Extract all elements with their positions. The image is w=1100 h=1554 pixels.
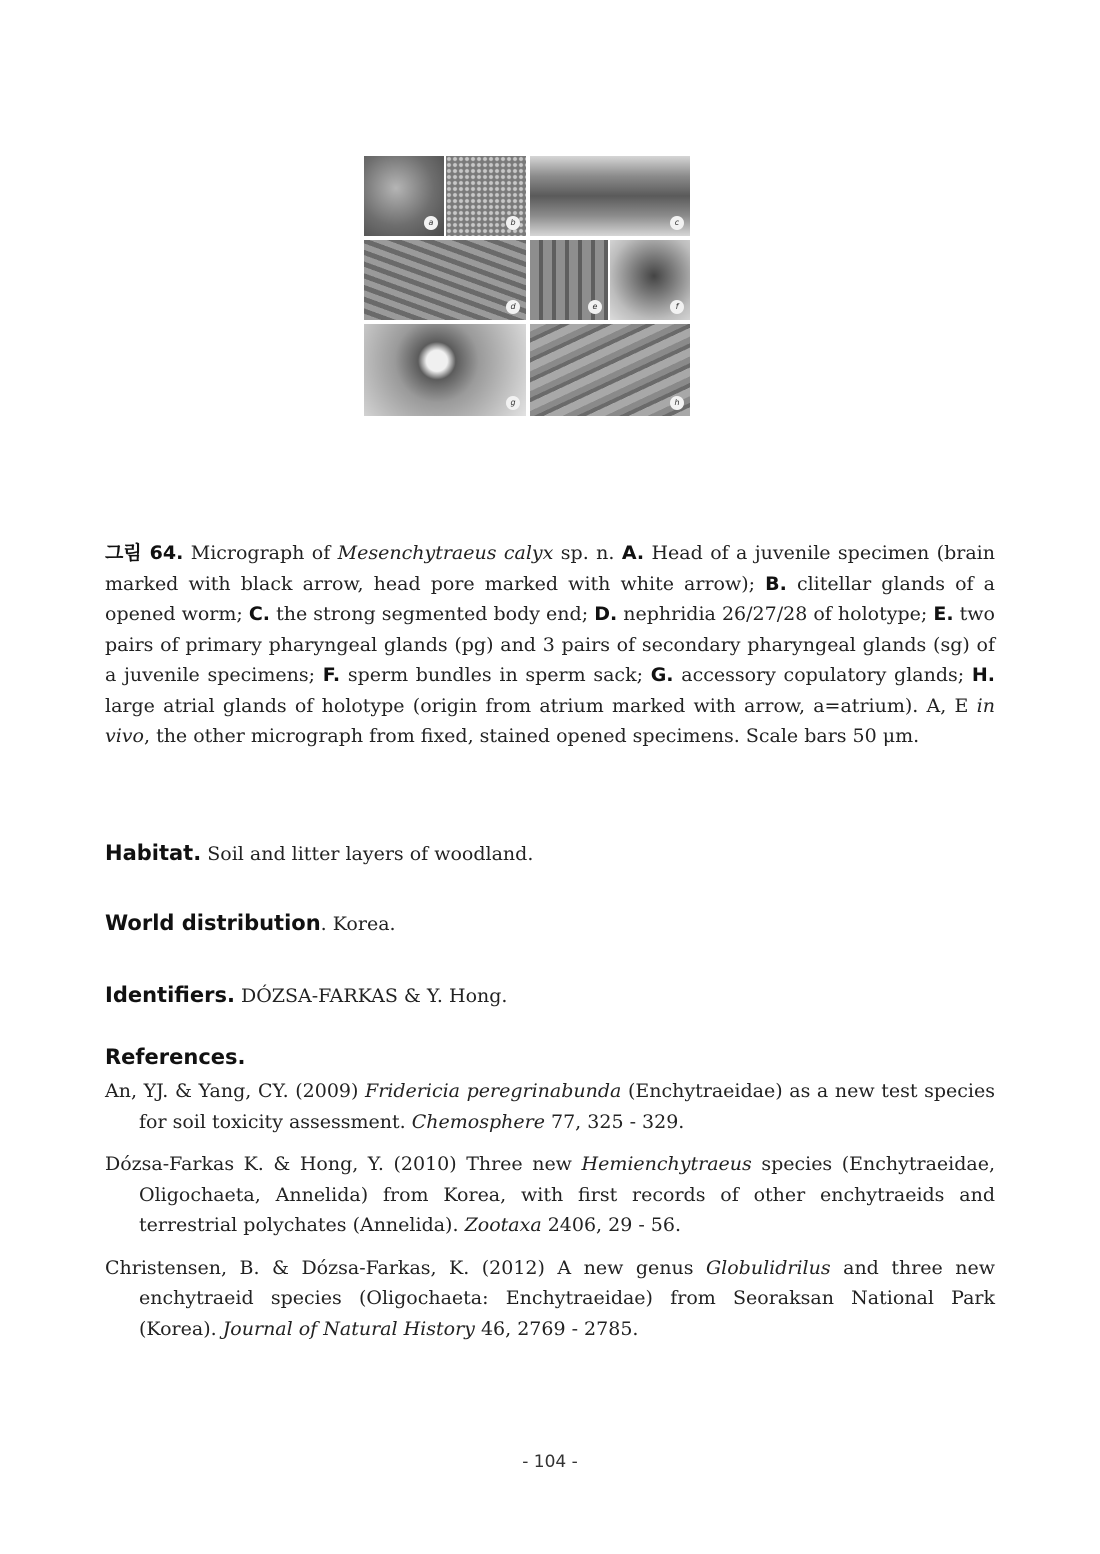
caption-text: sp. n. [553, 542, 622, 564]
identifiers-text: DÓZSA-FARKAS & Y. Hong. [234, 985, 508, 1007]
caption-text: , the other micrograph from fixed, stained opened specimens. Scale bars 50 μm. [143, 725, 920, 747]
identifiers-section [105, 980, 995, 1012]
caption-text: Micrograph of [183, 542, 338, 564]
ref-journal: Zootaxa [464, 1214, 542, 1236]
ref-text: Dózsa-Farkas K. & Hong, Y. (2010) Three new [105, 1153, 582, 1175]
reference-item [105, 1253, 995, 1345]
panel-ref-c: C. [248, 603, 271, 625]
panel-d-nephridia [364, 240, 526, 320]
panel-c-body-end [530, 156, 690, 236]
ref-text: An, YJ. & Yang, CY. (2009) [105, 1080, 366, 1102]
caption-text: nephridia 26/27/28 of holotype; [617, 603, 934, 625]
habitat-text: Soil and litter layers of woodland. [201, 843, 534, 865]
panel-ref-e: E. [933, 603, 954, 625]
identifiers-label: Identifiers. [105, 983, 235, 1007]
habitat-section [105, 838, 995, 870]
figure-label: 그림 64. [105, 542, 184, 564]
caption-text: sperm bundles in sperm sack; [340, 664, 651, 686]
panel-g-copulatory-glands [364, 324, 526, 416]
figure-caption [105, 538, 995, 752]
panel-ref-f: F. [322, 664, 341, 686]
micrograph-figure [364, 156, 690, 416]
caption-text: clitellar glands of a opened worm; [105, 572, 995, 625]
ref-text: 46, 2769 - 2785. [474, 1317, 639, 1340]
references-title: References. [105, 1045, 246, 1069]
references-heading [105, 1042, 995, 1074]
panel-label: c [670, 216, 684, 230]
panel-label: a [424, 216, 438, 230]
world-distribution-label: World distribution [105, 911, 321, 935]
caption-text: accessory copulatory glands; [673, 664, 972, 686]
references-list [105, 1076, 995, 1356]
panel-ref-a: A. [621, 542, 645, 564]
ref-text: 77, 325 - 329. [544, 1110, 685, 1133]
page-number: - 104 - [522, 1452, 578, 1472]
ref-journal: Journal of Natural History [222, 1317, 475, 1340]
panel-label: h [670, 396, 684, 410]
panel-label: f [670, 300, 684, 314]
panel-e-pharyngeal-glands [530, 240, 608, 320]
caption-text: two pairs of primary pharyngeal glands (pg) and 3 pairs of secondary pharyngeal glands (sg) of a juvenile specimens; [105, 603, 995, 686]
reference-item [105, 1149, 995, 1241]
ref-text: (Enchytraeidae) as a new test species for soil toxicity assessment. [139, 1080, 995, 1133]
ref-text: species (Enchytraeidae, Oligochaeta, Annelida) from Korea, with first records of other enchytraeids and terrestrial polychates (Annelida). [139, 1153, 995, 1236]
panel-ref-h: H. [971, 664, 995, 686]
world-distribution-text: . Korea. [320, 913, 396, 935]
panel-ref-b: B. [765, 572, 787, 595]
ref-text: 2406, 29 - 56. [541, 1214, 682, 1236]
species-name: Mesenchytraeus calyx [337, 542, 554, 564]
ref-taxon: Globulidrilus [705, 1256, 831, 1279]
panel-label: g [506, 396, 520, 410]
caption-text: the strong segmented body end; [270, 603, 595, 625]
panel-ref-d: D. [594, 603, 618, 625]
panel-label: b [506, 216, 520, 230]
world-distribution-section [105, 908, 995, 940]
panel-label: e [588, 300, 602, 314]
panel-h-atrial-glands [530, 324, 690, 416]
caption-text: Head of a juvenile specimen (brain marked with black arrow, head pore marked with white arrow); [105, 542, 995, 595]
ref-text: and three new enchytraeid species (Oligochaeta: Enchytraeidae) from Seoraksan National Park (Korea). [139, 1256, 995, 1340]
reference-item [105, 1076, 995, 1137]
in-vivo-term: in vivo [105, 694, 995, 747]
panel-f-sperm-bundles [610, 240, 690, 320]
panel-a-head-micrograph [364, 156, 444, 236]
caption-text: large atrial glands of holotype (origin from atrium marked with arrow, a=atrium). A, E [105, 694, 977, 717]
ref-journal: Chemosphere [411, 1110, 545, 1133]
panel-label: d [506, 300, 520, 314]
ref-text: Christensen, B. & Dózsa-Farkas, K. (2012) A new genus [105, 1256, 706, 1279]
panel-b-clitellar-glands [446, 156, 526, 236]
habitat-label: Habitat. [105, 841, 202, 865]
ref-taxon: Fridericia peregrinabunda [365, 1080, 622, 1102]
panel-ref-g: G. [650, 664, 674, 686]
ref-taxon: Hemienchytraeus [581, 1153, 752, 1175]
